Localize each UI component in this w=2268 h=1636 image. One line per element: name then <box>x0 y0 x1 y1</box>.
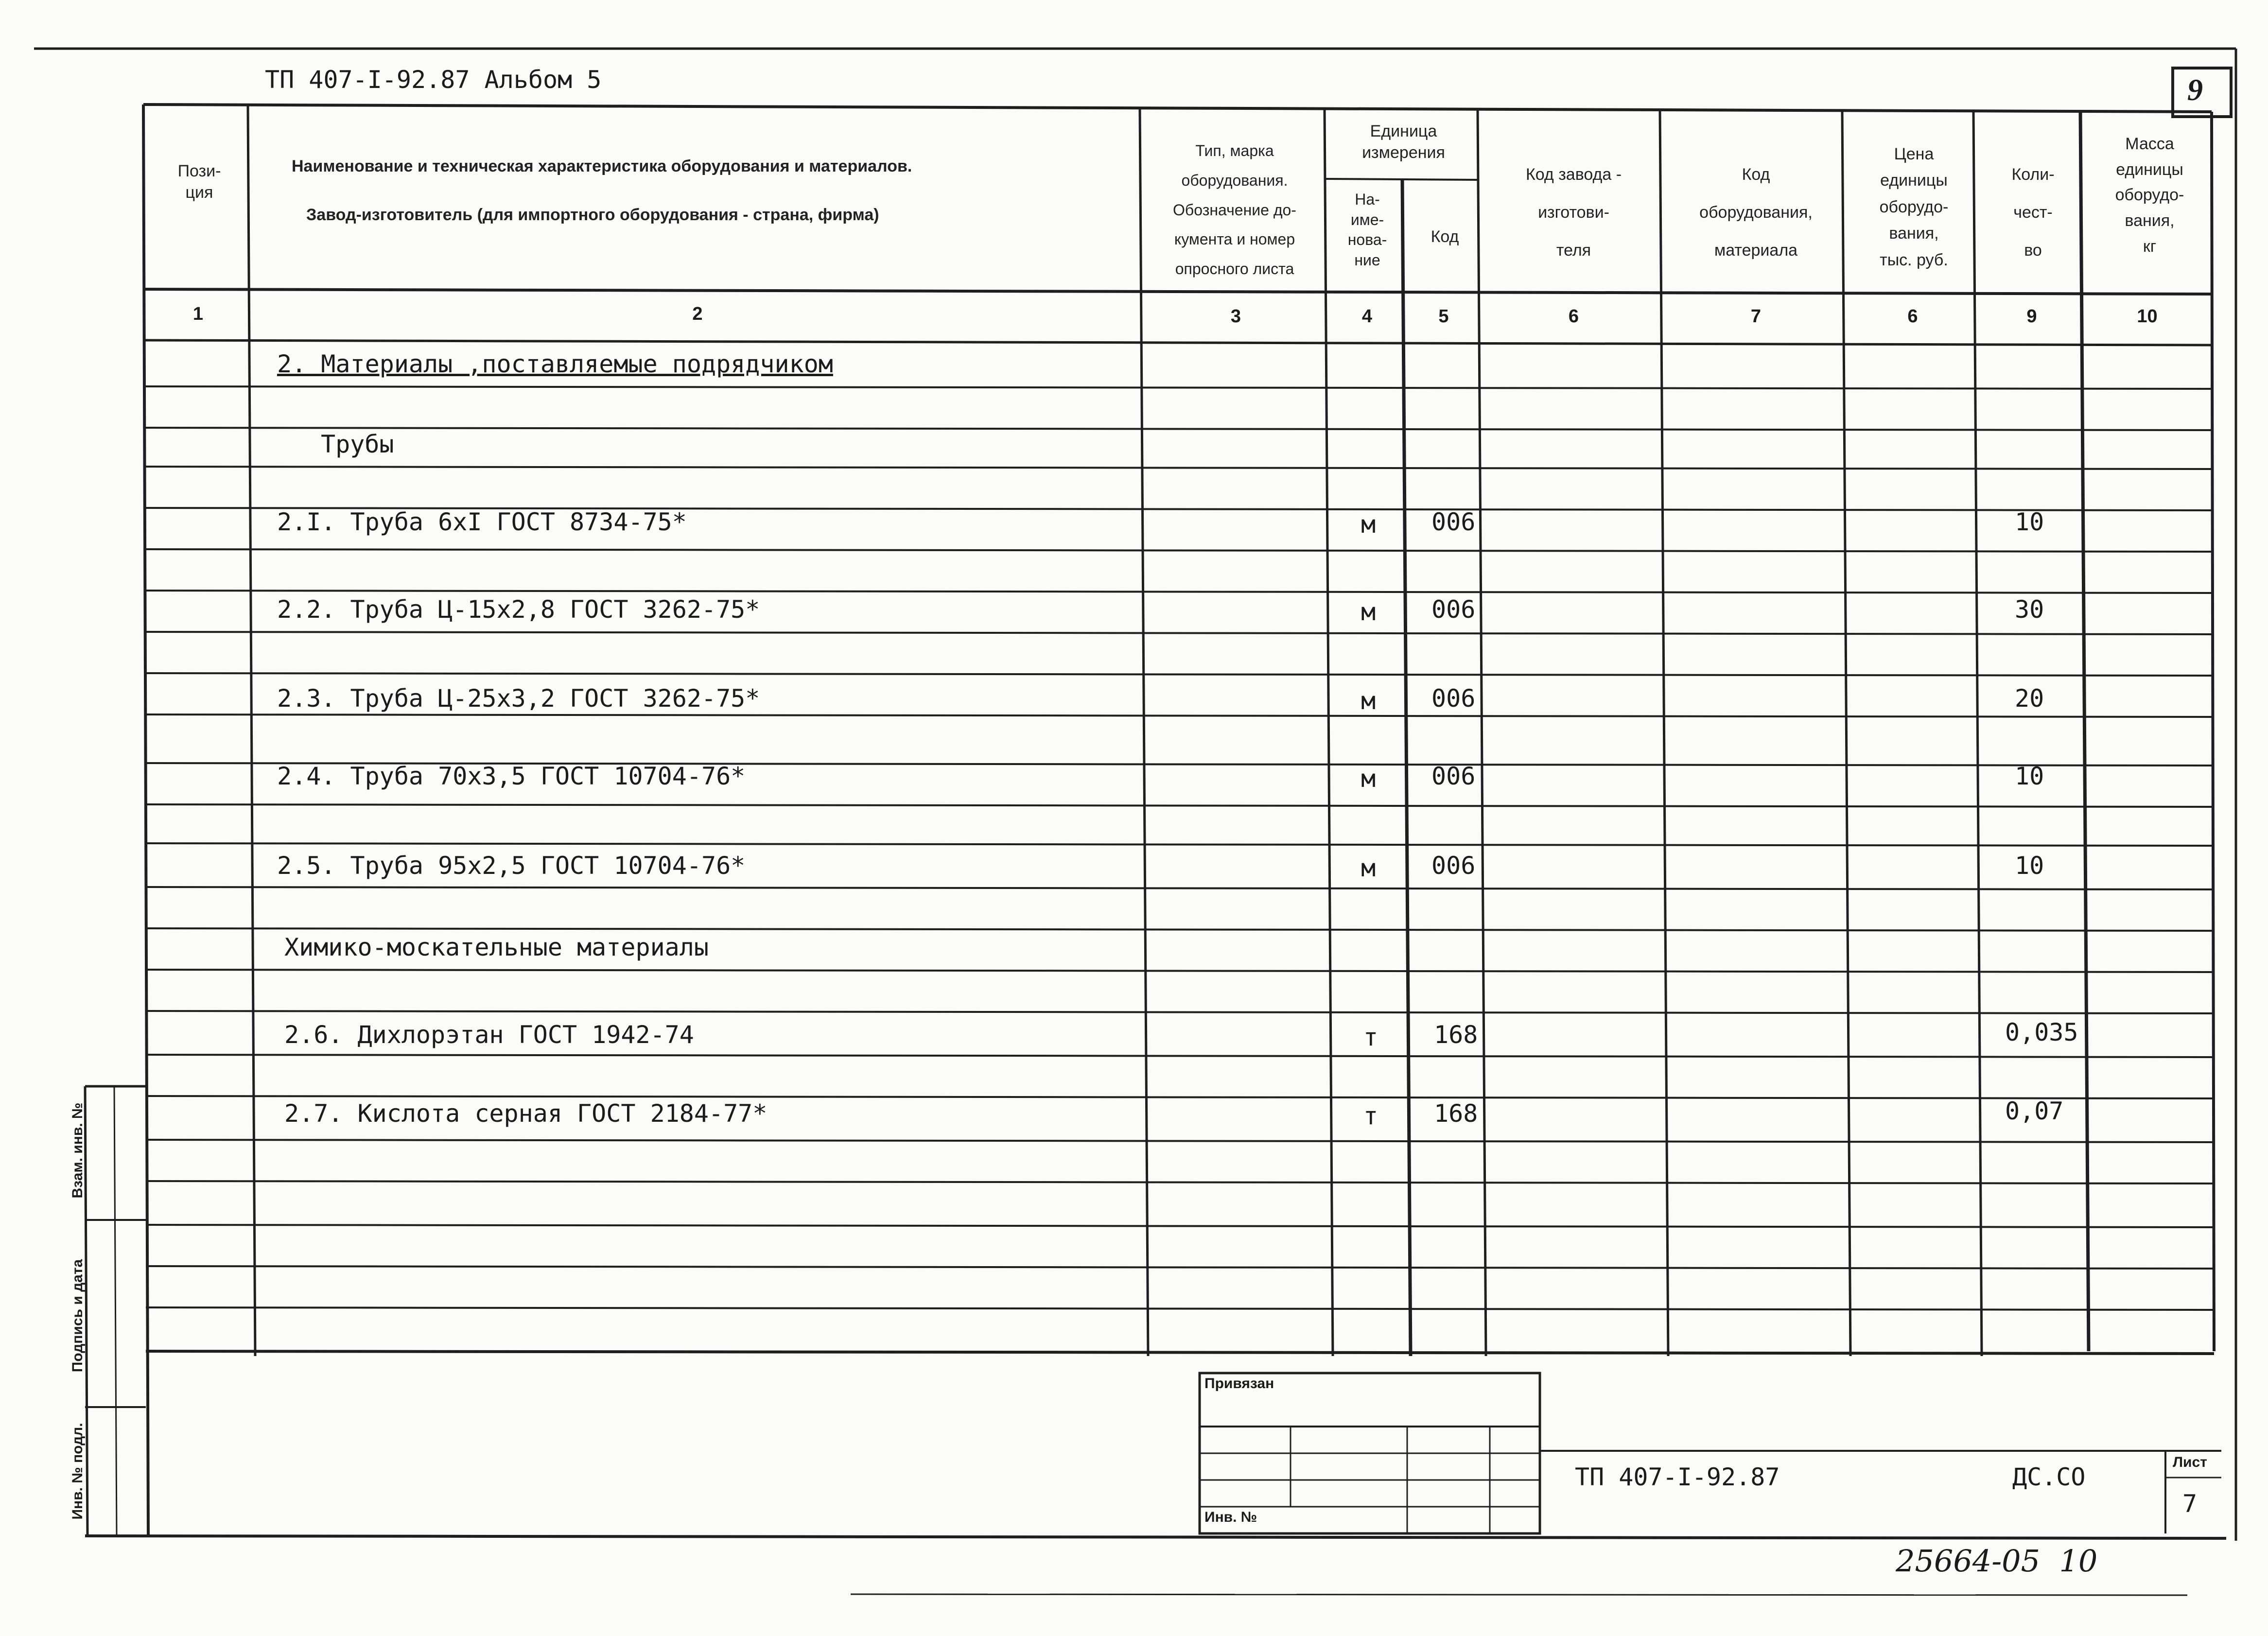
side-label-replacement: Взам. инв. № <box>70 1102 86 1199</box>
item-name: 2.3. Труба Ц-25х3,2 ГОСТ 3262-75* <box>277 684 760 713</box>
item-quantity: 0,07 <box>2005 1097 2064 1125</box>
item-quantity: 30 <box>2015 595 2044 624</box>
item-unit-code: 006 <box>1431 595 1476 624</box>
header-unit-price: Цена единицы оборудо- вания, тыс. руб. <box>1879 145 1949 269</box>
item-unit: т <box>1363 1102 1378 1130</box>
header-name-line1: Наименование и техническая характеристика оборудования и материалов. <box>292 157 912 175</box>
header-units-group: Единица измерения <box>1362 122 1445 162</box>
item-unit-code: 006 <box>1431 762 1476 790</box>
item-name: 2.7. Кислота серная ГОСТ 2184-77* <box>284 1099 768 1128</box>
side-label-signature-date: Подпись и дата <box>70 1259 86 1373</box>
header-position: Пози- ция <box>177 162 221 202</box>
page-number: 9 <box>2187 72 2203 107</box>
item-name: 2.I. Труба 6хI ГОСТ 8734-75* <box>277 508 687 536</box>
item-unit: м <box>1361 854 1376 882</box>
item-quantity: 20 <box>2015 684 2044 713</box>
column-number: 4 <box>1361 306 1373 327</box>
subheading-chemicals: Химико-москательные материалы <box>284 933 709 961</box>
column-number: 1 <box>192 304 204 324</box>
title-block-mark: ДС.СО <box>2012 1463 2086 1491</box>
column-number: 6 <box>1568 306 1579 327</box>
column-number: 2 <box>692 304 703 324</box>
header-quantity: Коли- чест- во <box>2011 165 2055 260</box>
header-factory-code: Код завода - изготови- теля <box>1525 165 1622 260</box>
item-unit-code: 168 <box>1434 1021 1478 1049</box>
subheading-pipes: Трубы <box>321 430 394 458</box>
item-unit: т <box>1363 1023 1378 1051</box>
item-unit: м <box>1361 510 1376 539</box>
item-name: 2.4. Труба 70х3,5 ГОСТ 10704-76* <box>277 762 746 790</box>
column-number: 6 <box>1907 306 1918 327</box>
item-quantity: 10 <box>2015 852 2044 880</box>
item-unit-code: 006 <box>1431 684 1476 713</box>
item-name: 2.5. Труба 95х2,5 ГОСТ 10704-76* <box>277 852 746 880</box>
stamp-linked: Привязан <box>1204 1375 1274 1392</box>
item-unit: м <box>1361 765 1376 793</box>
item-unit: м <box>1361 598 1376 626</box>
side-label-inventory: Инв. № подл. <box>70 1423 86 1520</box>
section-title: 2. Материалы ,поставляемые подрядчиком <box>277 350 833 378</box>
item-quantity: 10 <box>2015 508 2044 536</box>
column-number: 7 <box>1750 306 1762 327</box>
title-block-sheet-label: Лист <box>2173 1454 2207 1470</box>
column-number: 10 <box>2137 306 2158 327</box>
item-unit-code: 006 <box>1431 508 1476 536</box>
stamp-inventory-number: Инв. № <box>1204 1509 1257 1525</box>
handwritten-archive-number: 25664-05 10 <box>1896 1543 2098 1579</box>
column-number: 9 <box>2026 306 2037 327</box>
title-block-sheet-number: 7 <box>2182 1490 2198 1518</box>
item-unit-code: 006 <box>1431 852 1476 880</box>
item-name: 2.6. Дихлорэтан ГОСТ 1942-74 <box>284 1021 694 1049</box>
header-name-line2: Завод-изготовитель (для импортного оборудования - страна, фирма) <box>306 206 879 224</box>
column-number: 3 <box>1230 306 1241 327</box>
header-equipment-code: Код оборудования, материала <box>1699 165 1813 260</box>
item-name: 2.2. Труба Ц-15х2,8 ГОСТ 3262-75* <box>277 595 760 624</box>
column-number: 5 <box>1438 306 1449 327</box>
header-unit-mass: Масса единицы оборудо- вания, кг <box>2115 135 2184 256</box>
header-type: Тип, марка оборудования. Обозначение до- кумента и номер опросного листа <box>1173 142 1296 278</box>
header-unit-code: Код <box>1431 227 1459 246</box>
item-quantity: 10 <box>2015 762 2044 790</box>
item-quantity: 0,035 <box>2005 1018 2078 1046</box>
item-unit: м <box>1361 687 1376 715</box>
item-unit-code: 168 <box>1434 1099 1478 1128</box>
header-unit-name: На- име- нова- ние <box>1347 191 1387 269</box>
document-code: ТП 407-I-92.87 Альбом 5 <box>265 66 602 94</box>
title-block-document: ТП 407-I-92.87 <box>1575 1463 1780 1491</box>
